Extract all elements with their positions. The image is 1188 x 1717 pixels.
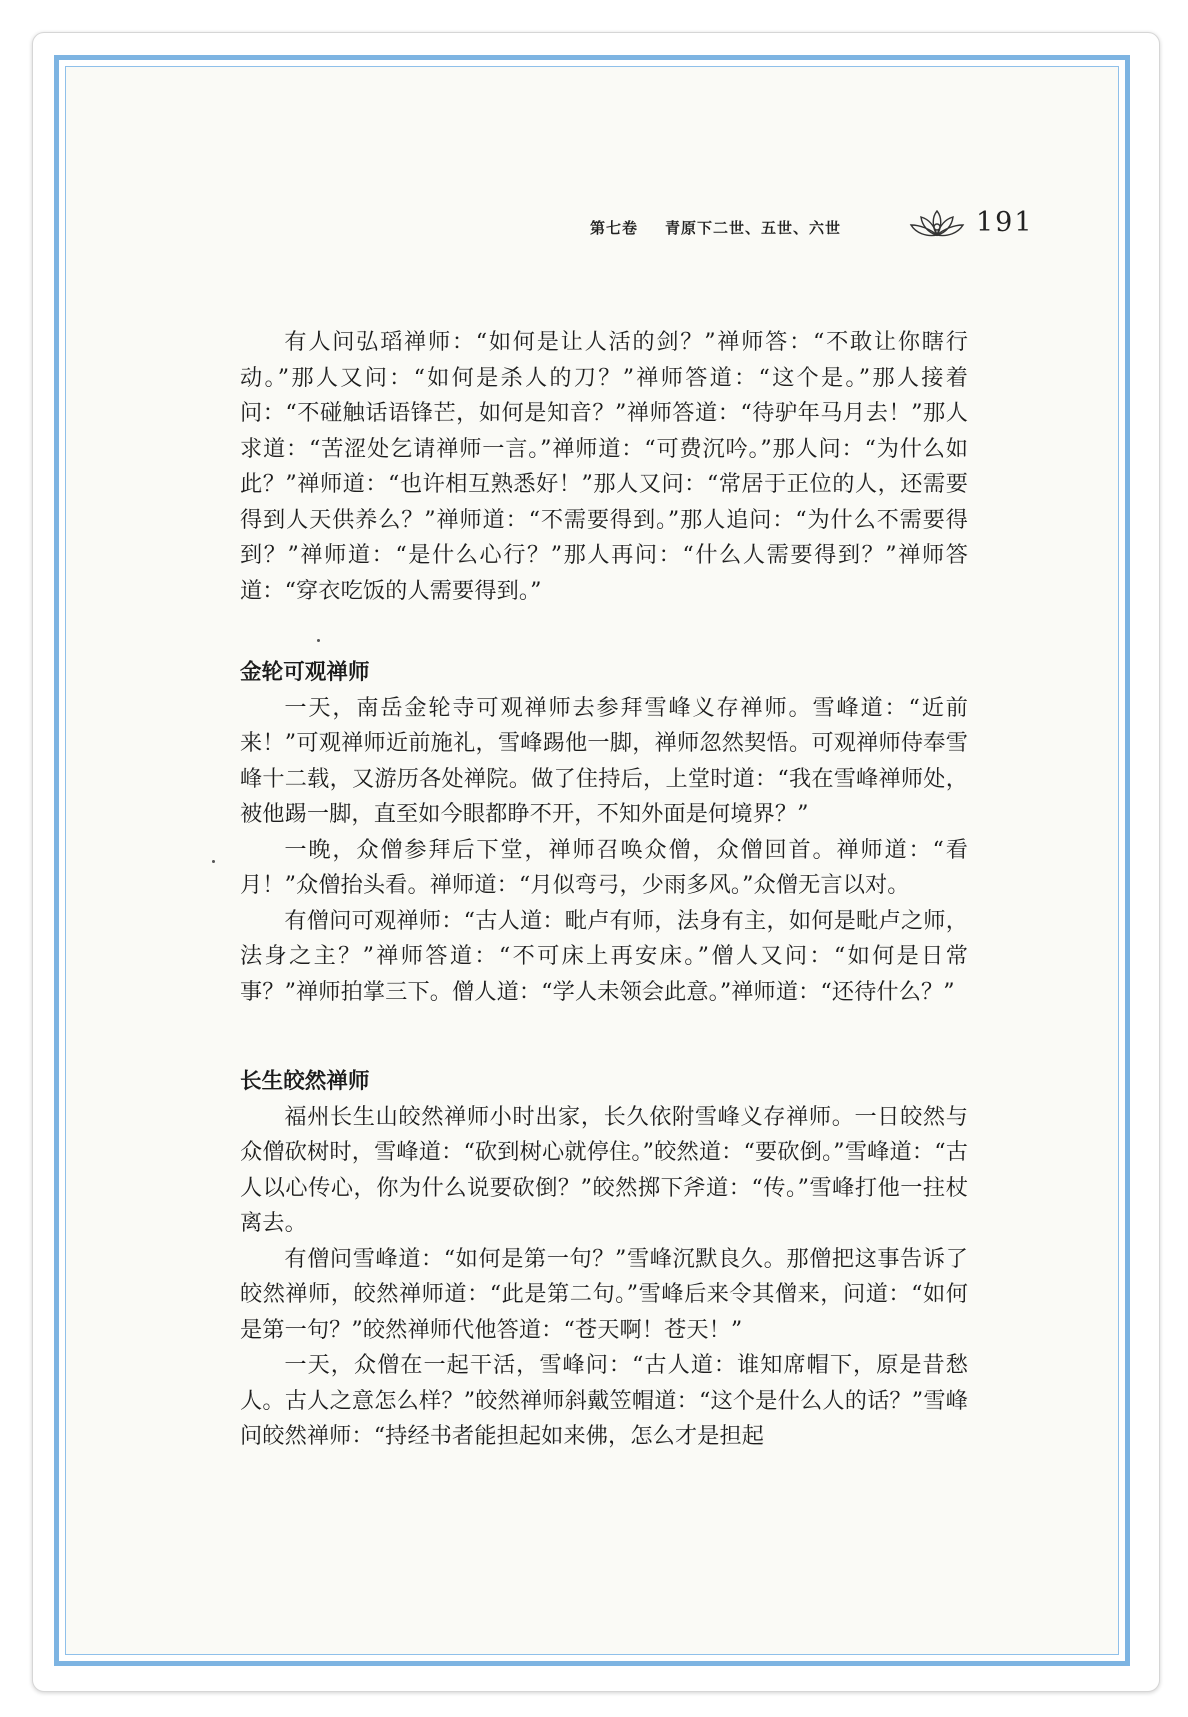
section-heading: 长生皎然禅师 — [240, 1069, 370, 1094]
page-number: 191 — [976, 207, 1034, 238]
print-speck — [212, 860, 215, 863]
section-intro — [240, 325, 968, 609]
paragraph: 一晚，众僧参拜后下堂，禅师召唤众僧，众僧回首。禅师道：“看月！”众僧抬头看。禅师道：“月似弯弓，少雨多风。”众僧无言以对。 — [240, 836, 968, 898]
chapter-label: 第七卷 — [590, 219, 639, 237]
paragraph: 有人问弘瑫禅师：“如何是让人活的剑？”禅师答：“不敢让你瞎行动。”那人又问：“如何是杀人的刀？”禅师答道：“这个是。”那人接着问：“不碰触话语锋芒，如何是知音？”禅师答道：“待驴年马月去！”那人求道：“苦涩处乞请禅师一言。”禅师道：“可费沉吟。”那人问：“为什么如此？”禅师道：“也许相互熟悉好！”那人又问：“常居于正位的人，还需要得到人天供养么？”禅师道：“不需要得到。”那人追问：“为什么不需要得到？”禅师道：“是什么心行？”那人再问：“什么人需要得到？”禅师答道：“穿衣吃饭的人需要得到。” — [240, 329, 968, 604]
running-head — [590, 205, 1034, 245]
paragraph: 一天，南岳金轮寺可观禅师去参拜雪峰义存禅师。雪峰道：“近前来！”可观禅师近前施礼，雪峰踢他一脚，禅师忽然契悟。可观禅师侍奉雪峰十二载，又游历各处禅院。做了住持后，上堂时道：“我在雪峰禅师处，被他踢一脚，直至如今眼都睁不开，不知外面是何境界？” — [240, 694, 968, 827]
paragraph: 有僧问可观禅师：“古人道：毗卢有师，法身有主，如何是毗卢之师，法身之主？”禅师答道：“不可床上再安床。”僧人又问：“如何是日常事？”禅师拍掌三下。僧人道：“学人未领会此意。”禅师道：“还待什么？” — [240, 907, 968, 1005]
lotus-flower-icon — [908, 205, 966, 241]
section-jinlun-keguan — [240, 655, 968, 1010]
paragraph: 福州长生山皎然禅师小时出家，长久依附雪峰义存禅师。一日皎然与众僧砍树时，雪峰道：“砍到树心就停住。”皎然道：“要砍倒。”雪峰道：“古人以心传心，你为什么说要砍倒？”皎然掷下斧道：“传。”雪峰打他一拄杖离去。 — [240, 1103, 968, 1236]
paragraph: 一天，众僧在一起干活，雪峰问：“古人道：谁知席帽下，原是昔愁人。古人之意怎么样？”皎然禅师斜戴笠帽道：“这个是什么人的话？”雪峰问皎然禅师：“持经书者能担起如来佛，怎么才是担起 — [240, 1352, 968, 1449]
section-changsheng-jiaoran — [240, 1064, 968, 1455]
body-text — [240, 325, 968, 1455]
print-speck — [317, 639, 320, 642]
section-label: 青原下二世、五世、六世 — [665, 219, 842, 237]
section-heading: 金轮可观禅师 — [240, 660, 370, 685]
paragraph: 有僧问雪峰道：“如何是第一句？”雪峰沉默良久。那僧把这事告诉了皎然禅师，皎然禅师道：“此是第二句。”雪峰后来令其僧来，问道：“如何是第一句？”皎然禅师代他答道：“苍天啊！苍天！” — [240, 1245, 968, 1343]
